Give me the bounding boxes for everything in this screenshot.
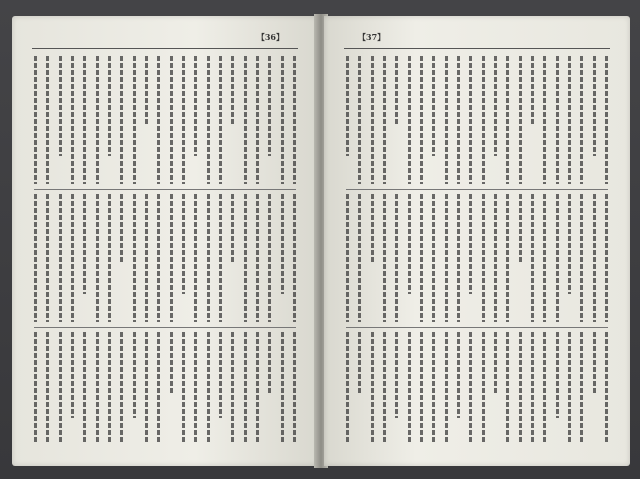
text-column bbox=[46, 56, 49, 184]
text-column bbox=[59, 194, 62, 322]
left-header-rule bbox=[32, 48, 298, 49]
text-column bbox=[83, 194, 86, 294]
text-column bbox=[469, 332, 472, 442]
open-book bbox=[8, 6, 636, 472]
text-column bbox=[457, 194, 460, 322]
text-column bbox=[482, 194, 485, 322]
right-band-divider bbox=[346, 327, 608, 328]
right-band-divider bbox=[346, 189, 608, 190]
text-column bbox=[543, 194, 546, 322]
left-band-divider bbox=[34, 327, 296, 328]
text-column bbox=[71, 194, 74, 322]
text-column bbox=[59, 56, 62, 156]
text-column bbox=[207, 332, 210, 442]
text-column bbox=[556, 56, 559, 184]
text-column bbox=[457, 332, 460, 418]
text-column bbox=[457, 56, 460, 184]
text-column bbox=[219, 56, 222, 184]
text-column bbox=[133, 194, 136, 322]
text-column bbox=[268, 194, 271, 322]
text-column bbox=[182, 194, 185, 294]
text-column bbox=[170, 56, 173, 184]
text-column bbox=[469, 56, 472, 184]
text-column bbox=[96, 56, 99, 184]
text-column bbox=[408, 194, 411, 294]
text-column bbox=[244, 56, 247, 184]
text-column bbox=[519, 332, 522, 442]
text-column bbox=[371, 332, 374, 442]
text-column bbox=[182, 332, 185, 442]
text-column bbox=[281, 332, 284, 442]
text-column bbox=[71, 332, 74, 418]
text-column bbox=[219, 194, 222, 322]
left-page bbox=[12, 16, 318, 466]
text-column bbox=[170, 332, 173, 393]
left-text-band-middle bbox=[34, 194, 296, 322]
text-column bbox=[108, 56, 111, 156]
text-column bbox=[445, 332, 448, 442]
text-column bbox=[256, 194, 259, 322]
text-column bbox=[506, 56, 509, 184]
text-column bbox=[494, 332, 497, 393]
text-column bbox=[182, 56, 185, 184]
text-column bbox=[96, 332, 99, 442]
text-column bbox=[593, 194, 596, 322]
text-column bbox=[256, 332, 259, 442]
text-column bbox=[580, 194, 583, 322]
text-column bbox=[108, 332, 111, 442]
text-column bbox=[482, 56, 485, 184]
right-text-band-bottom bbox=[346, 332, 608, 442]
text-column bbox=[605, 56, 608, 184]
text-column bbox=[358, 56, 361, 184]
text-column bbox=[568, 56, 571, 184]
text-column bbox=[593, 332, 596, 393]
text-column bbox=[383, 56, 386, 184]
text-column bbox=[556, 194, 559, 322]
text-column bbox=[244, 332, 247, 442]
text-column bbox=[34, 332, 37, 442]
text-column bbox=[256, 56, 259, 184]
text-column bbox=[494, 56, 497, 156]
text-column bbox=[371, 194, 374, 264]
text-column bbox=[408, 56, 411, 184]
text-column bbox=[506, 194, 509, 322]
text-column bbox=[207, 194, 210, 322]
text-column bbox=[408, 332, 411, 442]
left-text-band-top bbox=[34, 56, 296, 184]
text-column bbox=[469, 194, 472, 294]
right-header-rule bbox=[344, 48, 610, 49]
text-column bbox=[605, 332, 608, 442]
text-column bbox=[207, 56, 210, 184]
right-page-text-body bbox=[346, 56, 608, 442]
text-column bbox=[543, 332, 546, 442]
text-column bbox=[420, 56, 423, 184]
text-column bbox=[34, 56, 37, 184]
text-column bbox=[494, 194, 497, 322]
text-column bbox=[293, 194, 296, 322]
text-column bbox=[96, 194, 99, 322]
text-column bbox=[395, 56, 398, 126]
text-column bbox=[231, 332, 234, 442]
text-column bbox=[580, 332, 583, 442]
text-column bbox=[268, 332, 271, 393]
text-column bbox=[395, 194, 398, 322]
text-column bbox=[219, 332, 222, 418]
text-column bbox=[432, 56, 435, 156]
text-column bbox=[194, 194, 197, 322]
text-column bbox=[383, 332, 386, 442]
text-column bbox=[605, 194, 608, 322]
text-column bbox=[568, 194, 571, 294]
text-column bbox=[133, 56, 136, 184]
text-column bbox=[519, 194, 522, 264]
text-column bbox=[519, 56, 522, 184]
text-column bbox=[445, 56, 448, 184]
right-text-band-top bbox=[346, 56, 608, 184]
text-column bbox=[194, 56, 197, 156]
text-column bbox=[346, 332, 349, 442]
text-column bbox=[244, 194, 247, 322]
text-column bbox=[145, 194, 148, 322]
text-column bbox=[580, 56, 583, 184]
text-column bbox=[120, 194, 123, 264]
left-page-number: 【36】 bbox=[256, 32, 284, 42]
text-column bbox=[145, 56, 148, 126]
text-column bbox=[34, 194, 37, 322]
text-column bbox=[482, 332, 485, 442]
text-column bbox=[556, 332, 559, 418]
text-column bbox=[46, 332, 49, 442]
text-column bbox=[281, 56, 284, 184]
left-text-band-bottom bbox=[34, 332, 296, 442]
left-page-header bbox=[253, 30, 288, 44]
right-page-header bbox=[354, 30, 389, 44]
text-column bbox=[231, 194, 234, 264]
text-column bbox=[268, 56, 271, 156]
text-column bbox=[371, 56, 374, 184]
text-column bbox=[531, 332, 534, 442]
text-column bbox=[108, 194, 111, 322]
text-column bbox=[543, 56, 546, 184]
text-column bbox=[568, 332, 571, 442]
text-column bbox=[157, 332, 160, 442]
text-column bbox=[432, 194, 435, 322]
text-column bbox=[346, 194, 349, 322]
text-column bbox=[293, 56, 296, 184]
text-column bbox=[120, 332, 123, 442]
left-page-text-body bbox=[34, 56, 296, 442]
text-column bbox=[59, 332, 62, 442]
text-column bbox=[157, 56, 160, 184]
text-column bbox=[445, 194, 448, 322]
text-column bbox=[170, 194, 173, 322]
text-column bbox=[293, 332, 296, 442]
text-column bbox=[145, 332, 148, 442]
text-column bbox=[83, 56, 86, 184]
right-text-band-middle bbox=[346, 194, 608, 322]
text-column bbox=[194, 332, 197, 442]
text-column bbox=[46, 194, 49, 322]
text-column bbox=[346, 56, 349, 156]
text-column bbox=[358, 332, 361, 393]
text-column bbox=[157, 194, 160, 322]
text-column bbox=[358, 194, 361, 322]
text-column bbox=[420, 332, 423, 442]
text-column bbox=[420, 194, 423, 322]
text-column bbox=[83, 332, 86, 442]
text-column bbox=[593, 56, 596, 156]
text-column bbox=[231, 56, 234, 126]
right-page-number: 【37】 bbox=[358, 32, 386, 42]
text-column bbox=[133, 332, 136, 418]
text-column bbox=[432, 332, 435, 442]
text-column bbox=[395, 332, 398, 418]
text-column bbox=[506, 332, 509, 442]
text-column bbox=[120, 56, 123, 184]
text-column bbox=[531, 56, 534, 126]
left-band-divider bbox=[34, 189, 296, 190]
text-column bbox=[531, 194, 534, 322]
text-column bbox=[71, 56, 74, 184]
right-page bbox=[324, 16, 630, 466]
text-column bbox=[383, 194, 386, 322]
text-column bbox=[281, 194, 284, 294]
